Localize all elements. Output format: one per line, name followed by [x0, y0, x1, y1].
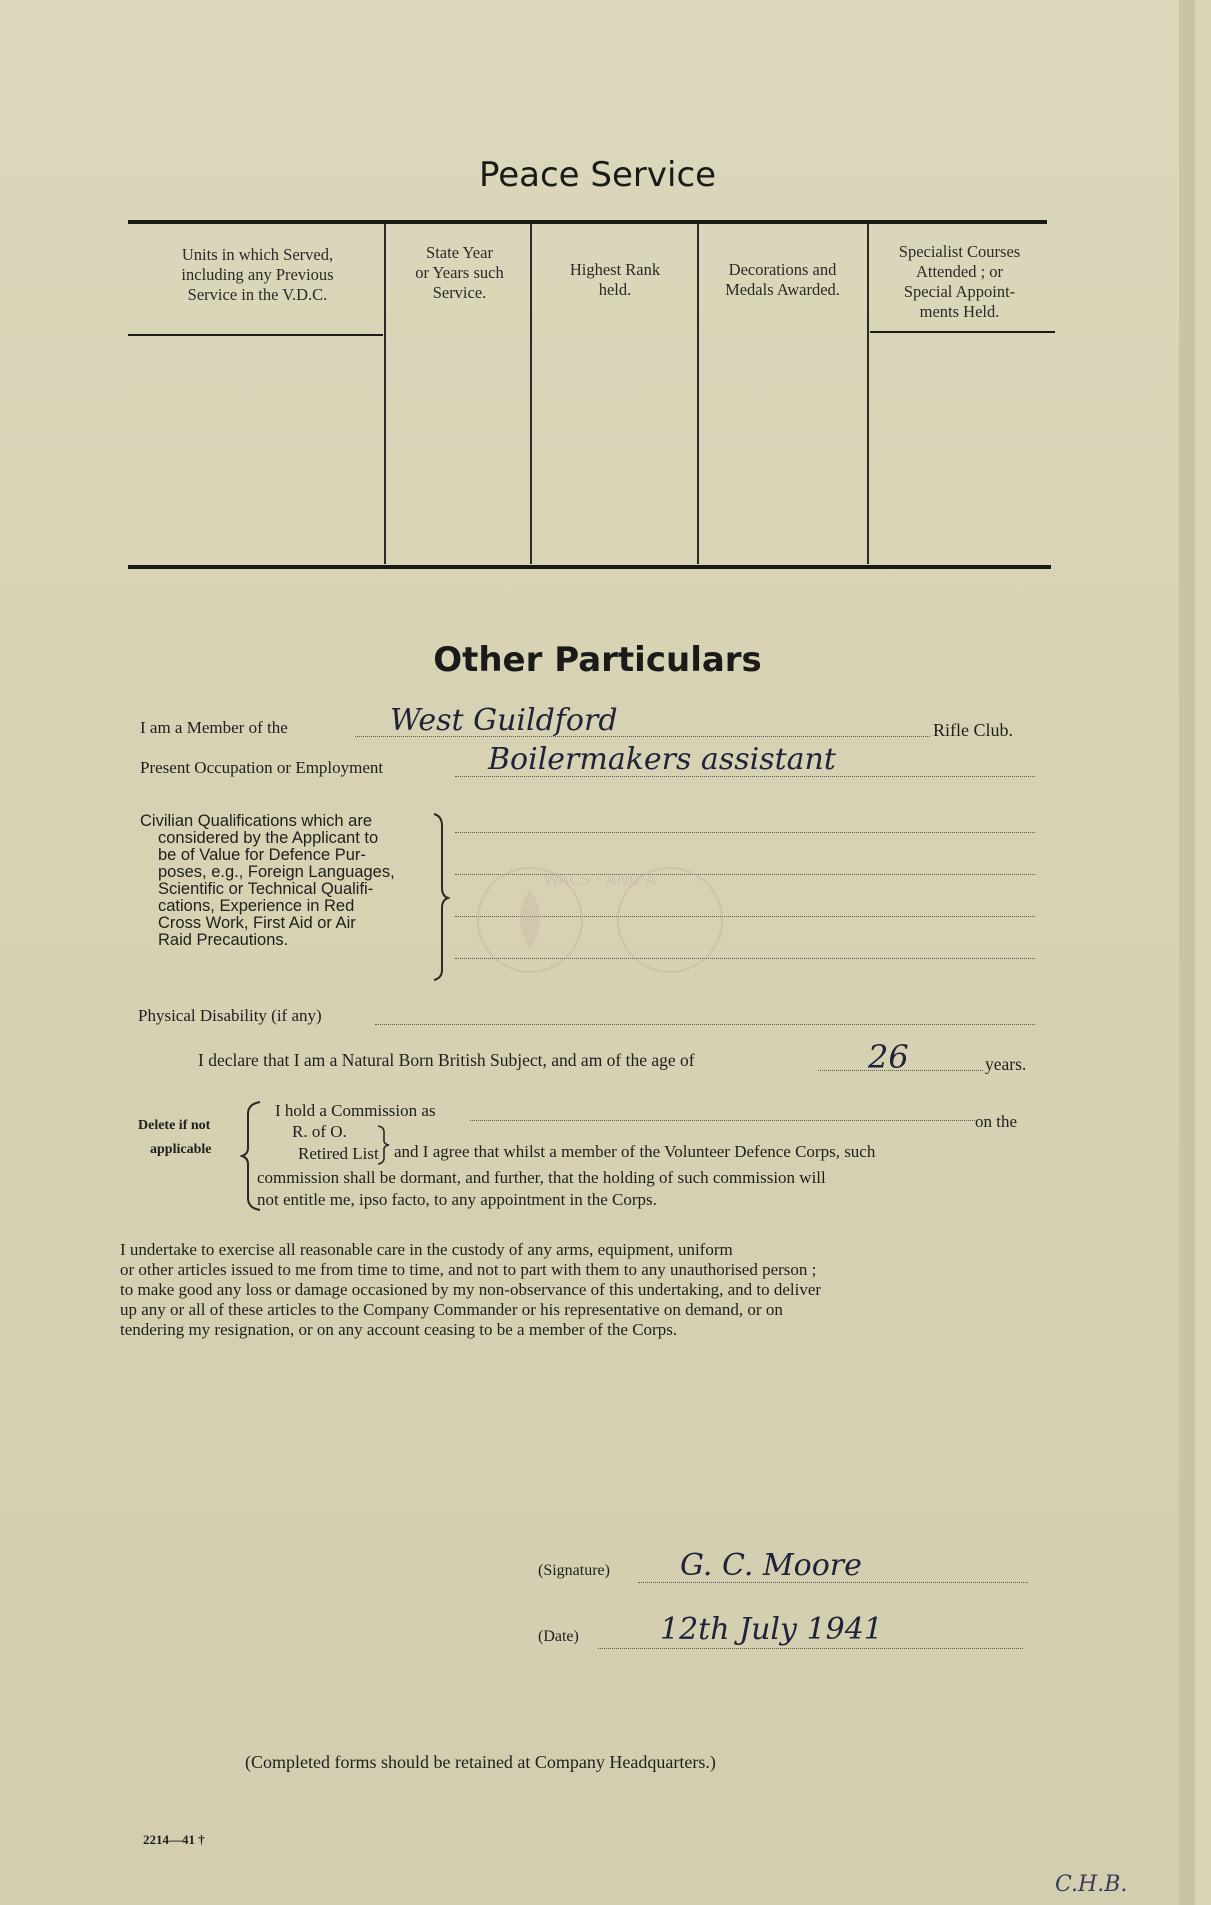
margin-note: C.H.B. — [1055, 1872, 1128, 1897]
civilian-brace-icon — [430, 812, 450, 982]
retain-note: (Completed forms should be retained at Company Headquarters.) — [245, 1752, 716, 1772]
civilian-line-1 — [455, 832, 1035, 833]
commission-dots — [470, 1120, 975, 1121]
peace-service-title: Peace Service — [478, 155, 717, 195]
table-top-rule — [128, 220, 1047, 224]
table-header-specialist: Specialist Courses Attended ; or Special Appoint- ments Held. — [898, 242, 1021, 321]
undertaking-paragraph: I undertake to exercise all reasonable care in the custody of any arms, equipment, uniform or other articles issued to me from time to time, and not to part with them to any unauthorised person ; to make good any loss or damage occasioned by my non-observance of this undertaking, and to deliver up any or all of these articles to the Company Commander or his representative on demand, or on tendering my resignation, or on any account ceasing to be a member of the Corps. — [120, 1240, 822, 1339]
commission-line-2: R. of O. — [292, 1122, 347, 1141]
date-dots — [598, 1648, 1023, 1649]
commission-line-3b: and I agree that whilst a member of the Volunteer Defence Corps, such — [394, 1142, 876, 1161]
date-label: (Date) — [538, 1628, 579, 1645]
table-col-divider — [867, 224, 869, 564]
table-bottom-rule — [128, 565, 1051, 569]
table-col-divider — [384, 224, 386, 564]
table-header-rule — [128, 334, 383, 336]
signature-label: (Signature) — [538, 1562, 610, 1579]
table-header-units: Units in which Served, including any Previous Service in the V.D.C. — [181, 245, 334, 304]
declare-label: I declare that I am a Natural Born British Subject, and am of the age of — [198, 1050, 695, 1070]
occupation-label: Present Occupation or Employment — [140, 758, 384, 777]
commission-on-the: on the — [975, 1112, 1018, 1131]
date-value: 12th July 1941 — [660, 1612, 883, 1647]
delete-label-2: applicable — [150, 1142, 212, 1157]
signature-value: G. C. Moore — [680, 1548, 862, 1583]
commission-line-5: not entitle me, ipso facto, to any appointment in the Corps. — [257, 1190, 657, 1209]
table-header-rank: Highest Rank held. — [569, 260, 661, 299]
occupation-value: Boilermakers assistant — [488, 742, 836, 777]
table-col-divider — [530, 224, 532, 564]
commission-line-3a: Retired List — [298, 1144, 379, 1163]
member-value: West Guildford — [390, 703, 618, 738]
disability-label: Physical Disability (if any) — [138, 1006, 322, 1025]
table-col-divider — [697, 224, 699, 564]
page-edge — [1179, 0, 1195, 1905]
civilian-qualifications-label: Civilian Qualifications which are considered by the Applicant to be of Value for Defence Pur- poses, e.g., Foreign Languages, Scientific or Technical Qualifi- cations, Experience in Red Cross Work, First Aid or Air Raid Precautions. — [140, 812, 395, 949]
commission-line-1: I hold a Commission as — [275, 1101, 436, 1120]
table-header-decorations: Decorations and Medals Awarded. — [725, 260, 840, 299]
other-particulars-title: Other Particulars — [433, 640, 762, 680]
age-value: 26 — [868, 1038, 909, 1076]
table-header-rule-right — [870, 331, 1055, 333]
disability-dots — [375, 1024, 1035, 1025]
age-suffix: years. — [985, 1054, 1027, 1074]
form-number: 2214—41 † — [143, 1832, 205, 1847]
member-label: I am a Member of the — [140, 718, 288, 737]
commission-line-4: commission shall be dormant, and further, that the holding of such commission will — [257, 1168, 826, 1187]
small-brace-icon — [376, 1124, 392, 1166]
member-suffix: Rifle Club. — [933, 720, 1013, 740]
faint-stamp-icon — [470, 860, 730, 980]
stamp-text: WACS · ANU·A — [543, 870, 657, 889]
table-header-years: State Year or Years such Service. — [415, 243, 504, 302]
delete-label-1: Delete if not — [138, 1118, 211, 1133]
